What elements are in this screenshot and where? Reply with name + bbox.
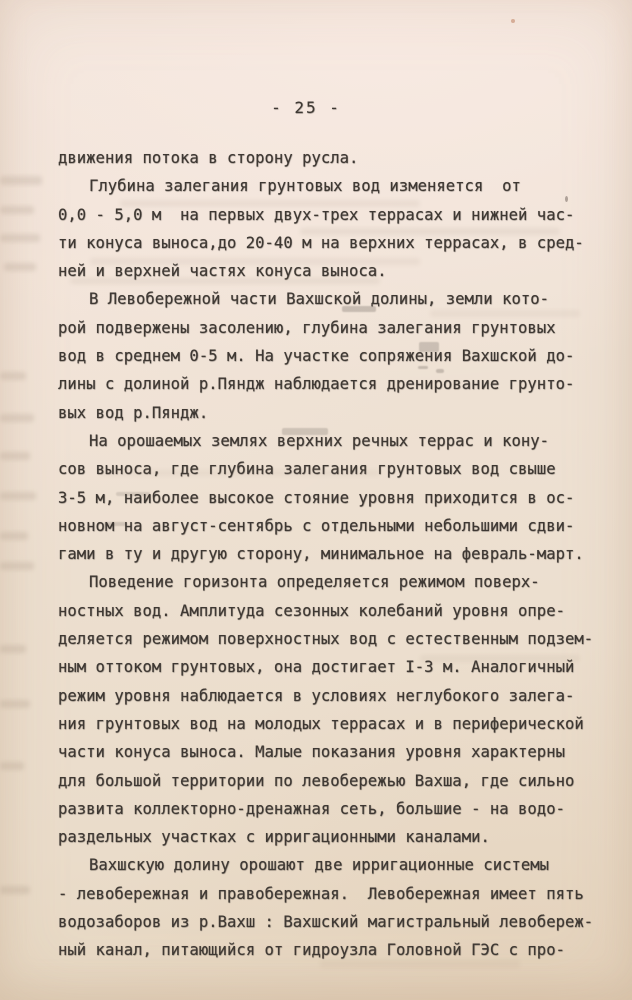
text-line: ния грунтовых вод на молодых террасах и в периферической <box>58 714 584 733</box>
text-line: ней и верхней частях конуса выноса. <box>58 262 387 281</box>
text-line: вод в среднем 0-5 м. На участке сопряжения Вахшской до- <box>58 347 575 366</box>
text-line: водозаборов из р.Вахш : Вахшский магистральный левобереж- <box>58 913 594 932</box>
bleed-through-mark <box>0 762 24 770</box>
text-line: вых вод р.Пяндж. <box>58 403 209 422</box>
document-text <box>58 144 598 965</box>
paragraph <box>58 427 598 568</box>
bleed-through-mark <box>0 452 30 460</box>
paragraph <box>58 851 598 964</box>
bleed-through-mark <box>0 372 26 380</box>
bleed-through-mark <box>0 532 28 540</box>
bleed-through-mark <box>0 414 34 422</box>
text-line: деляется режимом поверхностных вод с естественным подзем- <box>58 630 594 649</box>
paragraph <box>58 172 598 285</box>
text-line: 3-5 м, наиболее высокое стояние уровня приходится в ос- <box>58 488 575 507</box>
text-line: движения потока в сторону русла. <box>58 149 359 167</box>
text-line: ти конуса выноса,до 20-40 м на верхних террасах, в сред- <box>58 233 584 252</box>
bleed-through-mark <box>0 176 42 185</box>
bleed-through-mark <box>0 562 34 570</box>
text-line: На орошаемых землях верхних речных террас и кону- <box>89 431 550 450</box>
text-line: Глубина залегания грунтовых вод изменяется от <box>89 177 521 196</box>
page-number: - 25 - <box>271 98 341 117</box>
bleed-through-mark <box>0 645 26 653</box>
paragraph <box>58 144 598 172</box>
text-line: В Левобережной части Вахшской долины, земли кото- <box>89 290 550 309</box>
bleed-through-mark <box>0 700 30 708</box>
text-line: - левобережная и правобережная. Левобережная имеет пять <box>58 884 584 903</box>
text-line: ным оттоком грунтовых, она достигает I-3 м. Аналогичный <box>58 658 575 677</box>
text-line: гами в ту и другую сторону, минимальное на февраль-март. <box>58 545 584 564</box>
bleed-through-mark <box>0 886 30 894</box>
text-line: Поведение горизонта определяется режимом поверх- <box>89 573 540 592</box>
paper-speck <box>511 19 515 23</box>
text-line: ный канал, питающийся от гидроузла Головной ГЭС с про- <box>58 941 565 960</box>
paragraph <box>58 285 598 426</box>
text-line: рой подвержены засолению, глубина залегания грунтовых <box>58 318 556 337</box>
paragraph <box>58 568 598 851</box>
text-line: раздельных участках с ирригационными каналами. <box>58 828 490 847</box>
text-line: развита коллекторно-дренажная сеть, большие - на водо- <box>58 799 565 818</box>
text-line: лины с долиной р.Пяндж наблюдается дренирование грунто- <box>58 375 575 394</box>
bleed-through-mark <box>4 263 36 271</box>
text-line: для большой территории по левобережью Вахша, где сильно <box>58 771 575 790</box>
text-line: сов выноса, где глубина залегания грунтовых вод свыше <box>58 460 556 479</box>
text-line: режим уровня наблюдается в условиях неглубокого залега- <box>58 686 575 705</box>
bleed-through-mark <box>0 234 40 242</box>
text-line: 0,0 - 5,0 м на первых двух-трех террасах и нижней час- <box>58 205 575 224</box>
text-line: части конуса выноса. Малые показания уровня характерны <box>58 743 565 762</box>
text-line: ностных вод. Амплитуда сезонных колебаний уровня опре- <box>58 601 565 620</box>
text-line: Вахшскую долину орошают две ирригационные системы <box>89 856 550 875</box>
text-line: новном на август-сентябрь с отдельными небольшими сдви- <box>58 516 575 535</box>
bleed-through-mark <box>0 206 34 214</box>
bleed-through-mark <box>0 492 36 500</box>
